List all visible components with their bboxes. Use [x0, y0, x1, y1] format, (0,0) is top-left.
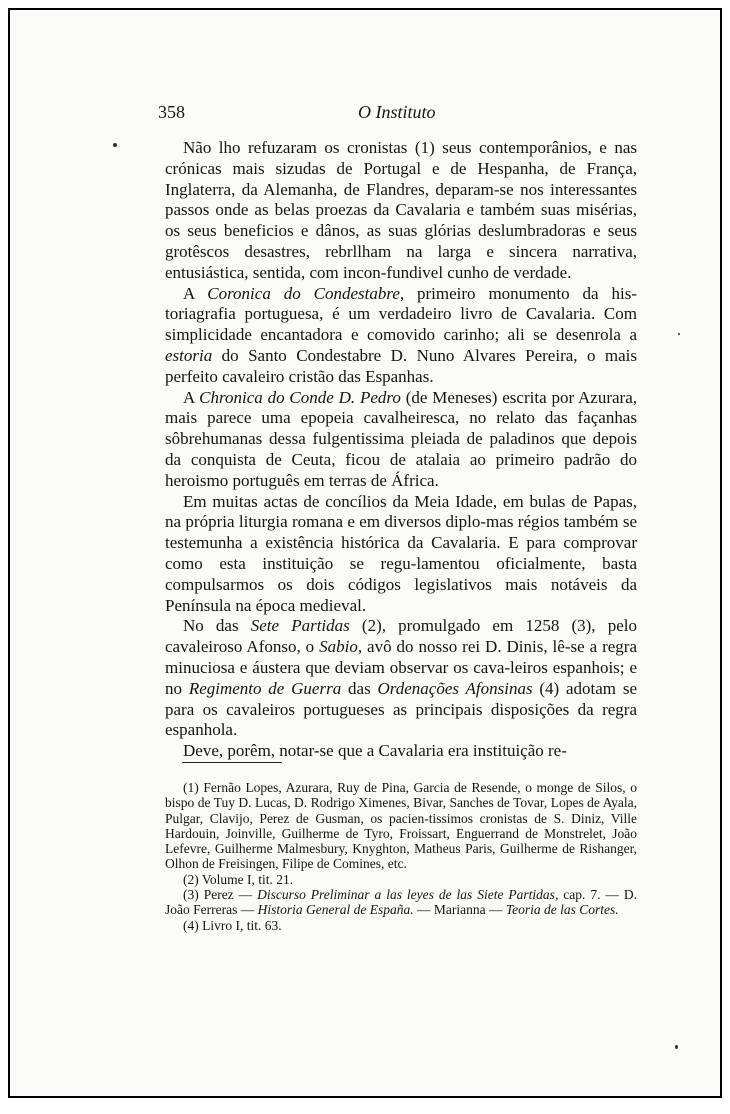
- text-run: avô do nosso rei D. Dinis, lê-se a regra minuciosa e áustera que deviam observar os cava-leiros espanhois; e no: [165, 637, 638, 698]
- text-run: A: [183, 387, 200, 407]
- paragraph: [165, 388, 637, 492]
- page-number: 358: [158, 102, 185, 122]
- text-run: (1) Fernão Lopes, Azurara, Ruy de Pina, Garcia de Resende, o monge de Silos, o bispo de Tuy D. Lucas, D. Rodrigo Ximenes, Bivar, Sanches de Tovar, Lopes de Ayala, Pulgar, Clavijo, Perez de Gusman, os pacien-tissimos cronistas de S. Diniz, Ville Hardouin, Joinville, Guilherme de Tyro, Froissart, Enguerrand de Monstrelet, João Lefevre, Guilherme Malmesbury, Knyghton, Matheus Paris, Guilherme de Rishanger, Olhon de Freisingen, Filipe de Comines, etc.: [165, 780, 637, 872]
- italic-text: Sabio,: [319, 637, 363, 657]
- book-page: [8, 8, 722, 1098]
- page-header: [158, 102, 612, 128]
- text-run: primeiro monumento da his-toriagrafia portuguesa, é um verdadeiro livro de Cavalaria. Com simplicidade encantadora e comovido carinho; ali se desenrola a: [165, 283, 637, 345]
- text-run: das: [341, 678, 378, 698]
- footnote: [165, 780, 637, 872]
- text-run: Em muitas actas de concílios da Meia Idade, em bulas de Papas, na própria liturgia romana e em diversos diplo-mas régios também se testemunha a existência histórica da Cavalaria. E para comprovar como esta instituição se regu-lamentou oficialmente, basta compulsarmos os dois códigos legislativos mais notáveis da Península na época medieval.: [165, 491, 637, 615]
- footnote: [165, 887, 637, 918]
- body-text: [165, 138, 637, 762]
- footnote-divider: [182, 762, 282, 763]
- italic-text: Teoria de las Cortes.: [505, 902, 619, 918]
- text-run: (2) Volume I, tit. 21.: [183, 871, 294, 887]
- text-run: Não lho refuzaram os cronistas (1) seus contemporânios, e nas crónicas mais sizudas de Portugal e de Hespanha, de França, Inglaterra, da Alemanha, de Flandres, deparam-se nos interessantes passos onde as belas proezas da Cavalaria e também suas misérias, os seus beneficios e dânos, as suas glórias deslumbradoras e seus grotêscos desastres, rebrllham na larga e sincera narrativa, entusiástica, sentida, com incon-fundivel cunho de verdade.: [165, 138, 637, 282]
- paragraph: [165, 284, 637, 388]
- footnote: [165, 918, 637, 933]
- italic-text: Chronica do Conde D. Pedro: [199, 387, 401, 407]
- italic-text: Sete Partidas: [250, 616, 350, 636]
- italic-text: estoria: [165, 345, 213, 365]
- print-speck: [678, 333, 680, 335]
- paragraph: [165, 741, 637, 762]
- text-run: No das: [183, 616, 251, 636]
- print-speck: [113, 143, 117, 147]
- text-run: (4) adotam se para os cavaleiros portugueses as principais disposições da regra espanhola.: [165, 678, 637, 740]
- text-run: do Santo Condestabre D. Nuno Alvares Pereira, o mais perfeito cavaleiro cristão das Espanhas.: [165, 345, 637, 386]
- italic-text: Regimento de Guerra: [188, 678, 342, 698]
- text-run: A: [183, 283, 208, 303]
- paragraph: [165, 492, 637, 617]
- text-run: (de Meneses) escrita por Azurara, mais parece uma epopeia cavalheiresca, no relato das façanhas sôbrehumanas dessa fulgentissima pleiada de paladinos que depois da conquista de Ceuta, ficou de atalaia ao primeiro padrão do heroismo português em terras de África.: [165, 387, 637, 490]
- print-speck: [675, 1045, 678, 1049]
- italic-text: Discurso Preliminar a las leyes de las Siete Partidas,: [257, 887, 559, 903]
- text-run: cap. 7. — D. João Ferreras —: [165, 887, 637, 918]
- running-head: O Instituto: [358, 102, 436, 122]
- text-run: (2), promulgado em 1258 (3), pelo cavaleiroso Afonso, o: [165, 616, 637, 657]
- text-run: Deve, porêm, notar-se que a Cavalaria era instituição re-: [183, 741, 567, 761]
- paragraph: [165, 616, 637, 741]
- italic-text: Ordenações Afonsinas: [377, 678, 533, 698]
- italic-text: Historia General de España.: [257, 902, 414, 918]
- text-run: (4) Livro I, tit. 63.: [183, 917, 282, 933]
- text-run: — Marianna —: [413, 902, 506, 918]
- italic-text: Coronica do Condestabre,: [207, 283, 405, 303]
- footnote: [165, 872, 637, 887]
- paragraph: [165, 138, 637, 284]
- footnotes: [165, 780, 637, 933]
- text-run: (3) Perez —: [183, 887, 258, 903]
